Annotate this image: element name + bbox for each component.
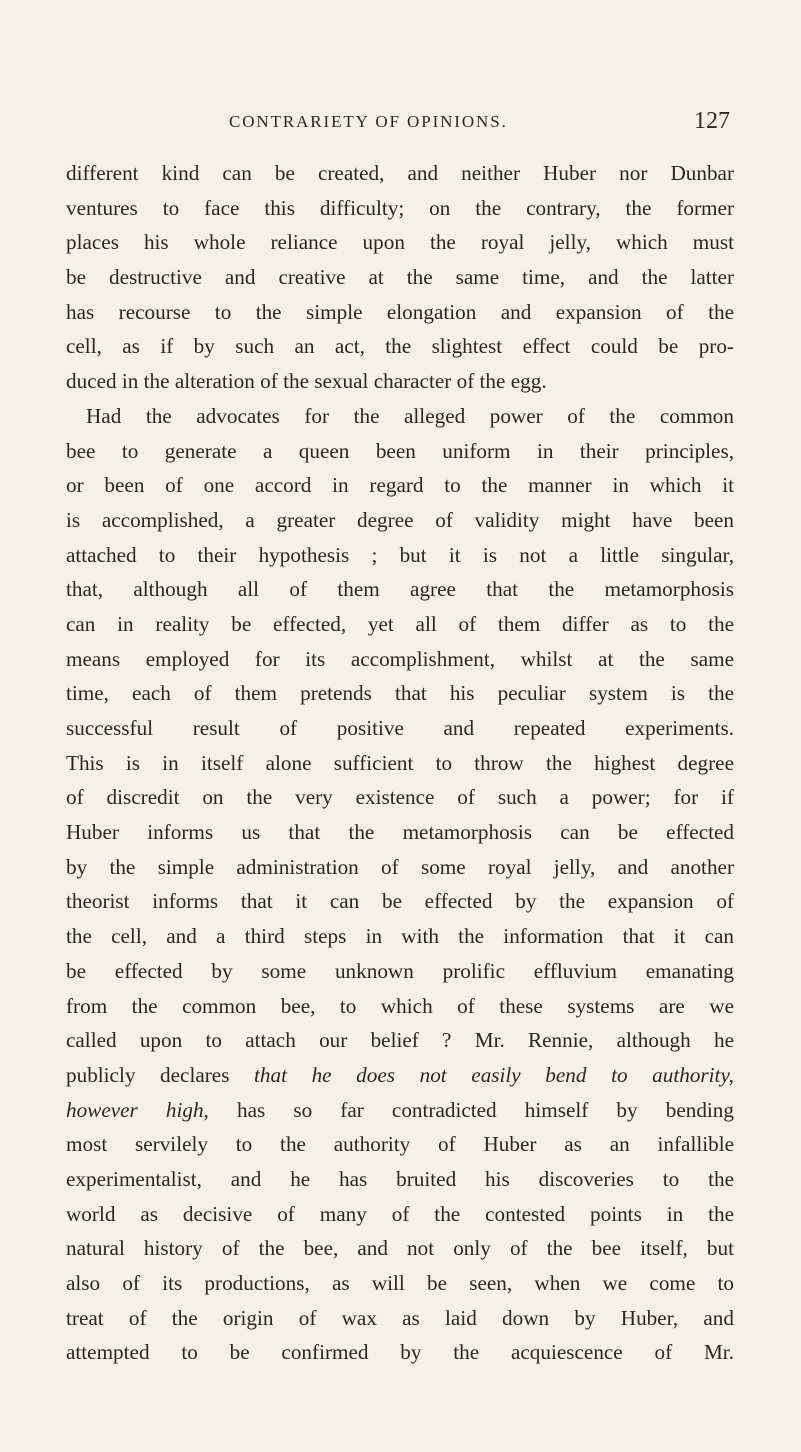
text-line: attached to their hypothesis ; but it is not a little singular, xyxy=(66,542,734,567)
text-line: by the simple administration of some royal jelly, and another xyxy=(66,854,734,879)
text-line: or been of one accord in regard to the manner in which it xyxy=(66,473,734,498)
text-line: time, each of them pretends that his peculiar system is the xyxy=(66,681,734,706)
text-line: ventures to face this difficulty; on the contrary, the former xyxy=(66,195,734,220)
text-line: bee to generate a queen been uniform in their principles, xyxy=(66,438,734,463)
text-line: experimentalist, and he has bruited his discoveries to the xyxy=(66,1166,734,1191)
text-line: can in reality be effected, yet all of them differ as to the xyxy=(66,611,734,636)
text-line: places his whole reliance upon the royal jelly, which must xyxy=(66,230,734,255)
text-line: is accomplished, a greater degree of validity might have been xyxy=(66,507,734,532)
text-line: This is in itself alone sufficient to throw the highest degree xyxy=(66,750,734,775)
text-line xyxy=(66,1058,734,1093)
text-line: world as decisive of many of the contested points in the xyxy=(66,1201,734,1226)
text-line: the cell, and a third steps in with the information that it can xyxy=(66,924,734,949)
text-line: Huber informs us that the metamorphosis can be effected xyxy=(66,820,734,845)
running-head xyxy=(0,108,801,138)
text-line: duced in the alteration of the sexual character of the egg. xyxy=(66,369,547,394)
text-line: attempted to be confirmed by the acquiescence of Mr. xyxy=(66,1340,734,1365)
text-line: from the common bee, to which of these systems are we xyxy=(66,993,734,1018)
text-line: cell, as if by such an act, the slightest effect could be pro- xyxy=(66,334,734,359)
text-line: Had the advocates for the alleged power of the common xyxy=(86,403,734,428)
page-number: 127 xyxy=(694,108,730,134)
text-line: called upon to attach our belief ? Mr. Rennie, although he xyxy=(66,1028,734,1053)
text-line: also of its productions, as will be seen, when we come to xyxy=(66,1271,734,1295)
body-text xyxy=(66,156,734,1370)
text-segment: publicly declares xyxy=(66,1062,255,1087)
text-line: be destructive and creative at the same time, and the latter xyxy=(66,265,734,290)
text-line: theorist informs that it can be effected by the expansion of xyxy=(66,889,734,914)
text-line: different kind can be created, and neither Huber nor Dunbar xyxy=(66,161,734,185)
text-line: most servilely to the authority of Huber as an infallible xyxy=(66,1132,734,1157)
text-line: has recourse to the simple elongation and expansion of the xyxy=(66,299,734,324)
text-line: means employed for its accomplishment, whilst at the same xyxy=(66,646,734,671)
text-line: that, although all of them agree that the metamorphosis xyxy=(66,577,734,602)
text-line: natural history of the bee, and not only of the bee itself, but xyxy=(66,1236,734,1261)
text-line xyxy=(66,1093,734,1128)
text-line: treat of the origin of wax as laid down by Huber, and xyxy=(66,1305,734,1330)
italic-quote: however high, xyxy=(66,1097,209,1122)
text-line: be effected by some unknown prolific effluvium emanating xyxy=(66,958,734,983)
text-line: successful result of positive and repeated experiments. xyxy=(66,716,734,740)
text-line: of discredit on the very existence of such a power; for if xyxy=(66,785,734,810)
text-segment: has so far contradicted himself by bending xyxy=(208,1097,734,1122)
italic-quote: that he does not easily bend to authority, xyxy=(254,1062,734,1087)
running-title: CONTRARIETY OF OPINIONS. xyxy=(229,112,508,131)
